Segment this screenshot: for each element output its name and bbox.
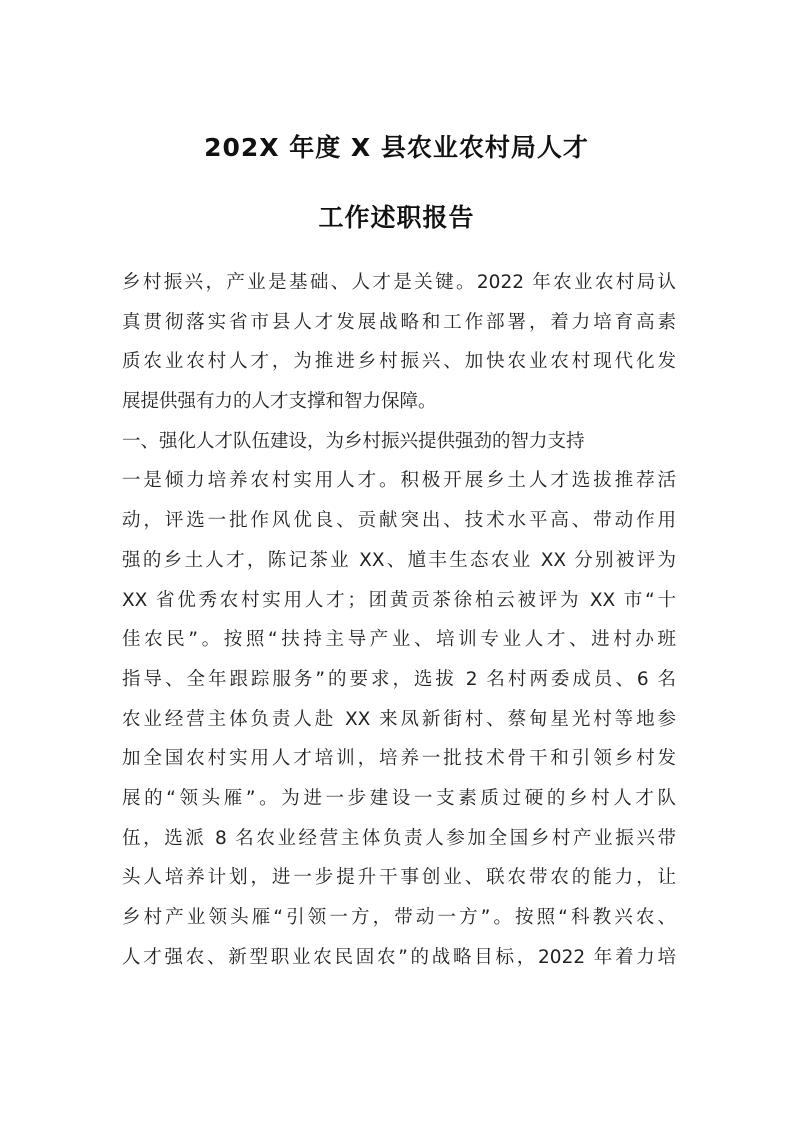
text-line: 展提供强有力的人才支撑和智力保障。 bbox=[122, 391, 437, 413]
text-line: 质农业农村人才，为推进乡村振兴、加快农业农村现代化发 bbox=[122, 351, 676, 373]
text-line: 人才强农、新型职业农民固农”的战略目标，2022 年着力培 bbox=[122, 946, 676, 968]
text-line: 强的乡土人才，陈记茶业 XX、馗丰生态农业 XX 分别被评为 bbox=[122, 549, 676, 571]
text-line: 头人培养计划，进一步提升干事创业、联农带农的能力，让 bbox=[122, 867, 676, 889]
text-line: 佳农民”。按照“扶持主导产业、培训专业人才、进村办班 bbox=[122, 629, 676, 651]
text-line: 加全国农村实用人才培训，培养一批技术骨干和引领乡村发 bbox=[122, 748, 676, 770]
text-line: 动，评选一批作风优良、贡献突出、技术水平高、带动作用 bbox=[122, 510, 676, 532]
intro-paragraph bbox=[122, 263, 676, 422]
text-line: 真贯彻落实省市县人才发展战略和工作部署，着力培育高素 bbox=[122, 311, 676, 333]
section-heading bbox=[122, 422, 676, 462]
text-line: 指导、全年跟踪服务”的要求，选拔 2 名村两委成员、6 名 bbox=[122, 668, 676, 690]
text-line: XX 省优秀农村实用人才；团黄贡茶徐柏云被评为 XX 市“十 bbox=[122, 589, 676, 611]
body-paragraph bbox=[122, 461, 676, 977]
document-title-line-1: 202X 年度 X 县农业农村局人才 bbox=[204, 133, 589, 162]
text-line: 乡村产业领头雁“引领一方，带动一方”。按照“科教兴农、 bbox=[122, 907, 676, 928]
text-line: 展的“领头雁”。为进一步建设一支素质过硬的乡村人才队 bbox=[122, 787, 676, 809]
text-line: 一是倾力培养农村实用人才。积极开展乡土人才选拔推荐活 bbox=[122, 470, 676, 492]
section-heading-text: 一、强化人才队伍建设，为乡村振兴提供强劲的智力支持 bbox=[122, 430, 585, 452]
text-line: 伍，选派 8 名农业经营主体负责人参加全国乡村产业振兴带 bbox=[122, 827, 676, 849]
document-body bbox=[122, 263, 676, 977]
text-line: 农业经营主体负责人赴 XX 来凤新街村、蔡甸星光村等地参 bbox=[122, 708, 676, 730]
document-title-line-2: 工作述职报告 bbox=[318, 203, 475, 232]
text-line: 乡村振兴，产业是基础、人才是关键。2022 年农业农村局认 bbox=[122, 272, 676, 293]
